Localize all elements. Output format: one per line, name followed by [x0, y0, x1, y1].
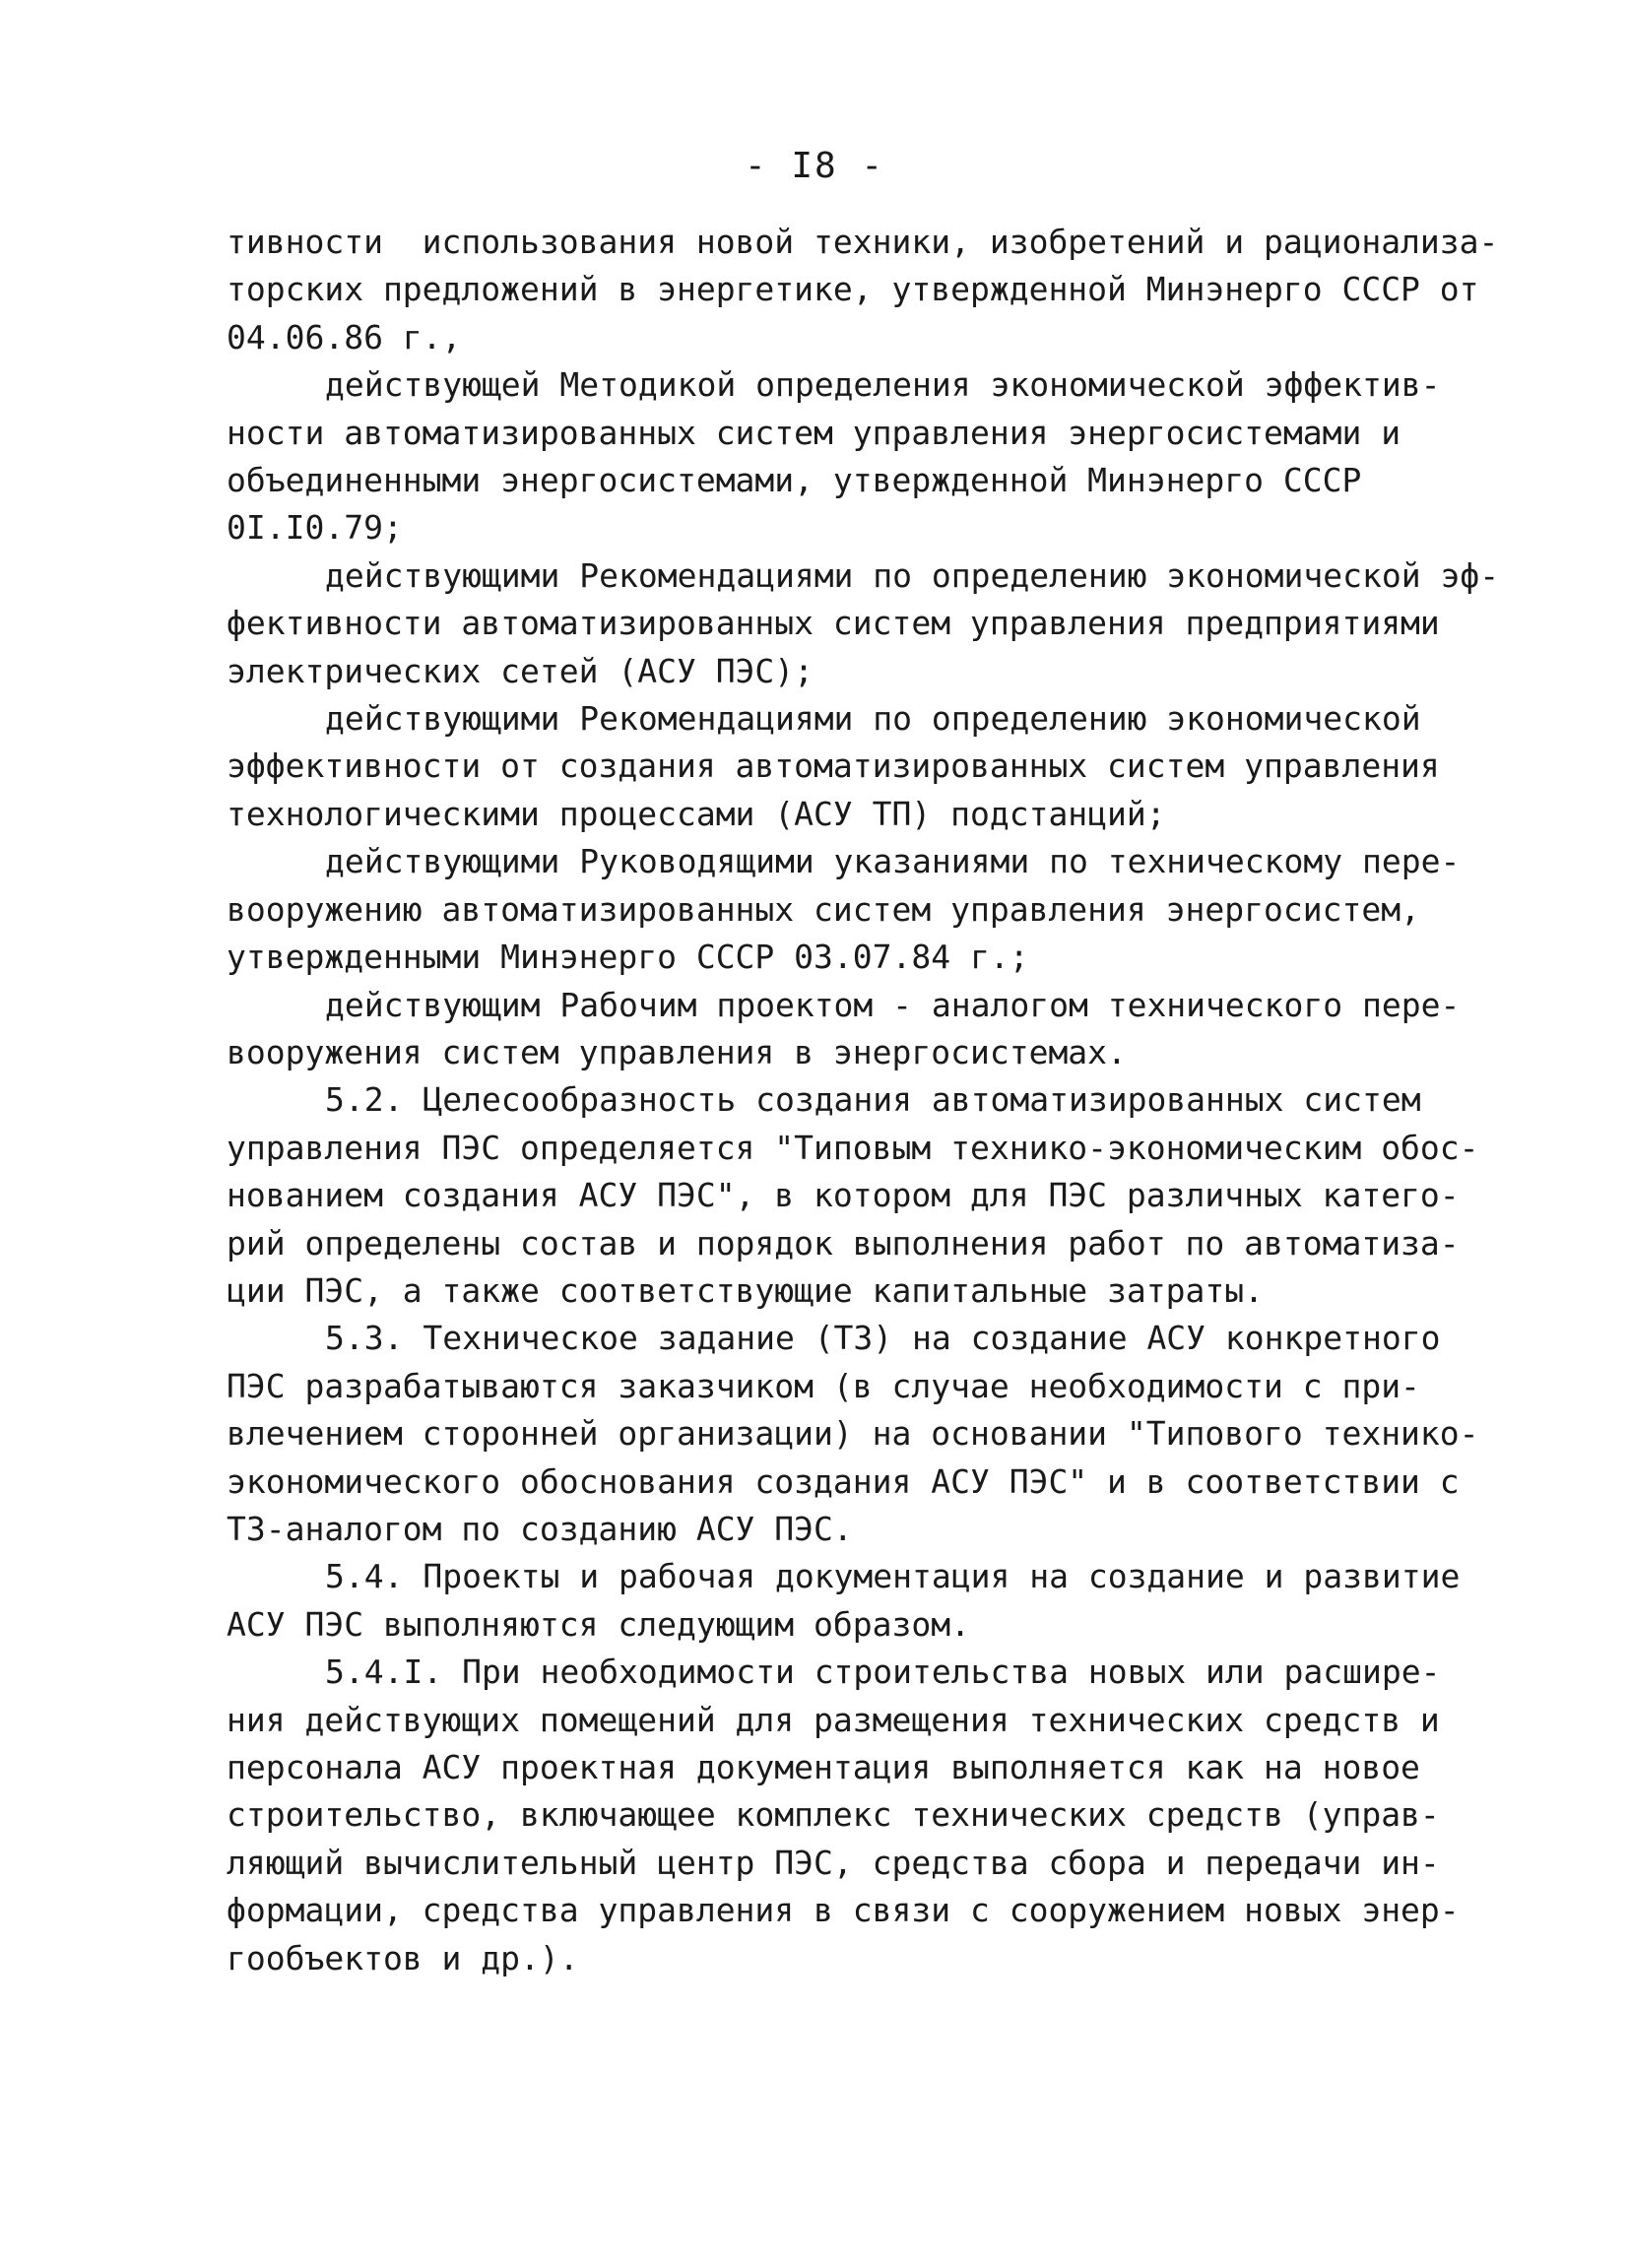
text-line: ляющий вычислительный центр ПЭС, средства сбора и передачи ин- [227, 1843, 1440, 1882]
text-line: действующим Рабочим проектом - аналогом технического пере- [325, 985, 1461, 1024]
text-line: АСУ ПЭС выполняются следующим образом. [227, 1604, 970, 1644]
text-line: управления ПЭС определяется "Типовым технико-экономическим обос- [227, 1128, 1479, 1167]
body-text [227, 219, 1500, 1982]
text-line: действующими Рекомендациями по определению экономической [325, 699, 1421, 739]
text-line: 0I.I0.79; [227, 508, 403, 548]
text-line: ции ПЭС, а также соответствующие капитальные затраты. [227, 1270, 1264, 1310]
text-line: 5.2. Целесообразность создания автоматизированных систем [325, 1080, 1421, 1120]
text-line: ТЗ-аналогом по созданию АСУ ПЭС. [227, 1509, 853, 1548]
text-line: тивности использования новой техники, изобретений и рационализа- [227, 223, 1499, 261]
text-line: объединенными энергосистемами, утвержденной Минэнерго СССР [227, 461, 1362, 500]
text-line: действующей Методикой определения экономической эффектив- [325, 365, 1441, 405]
text-line: ния действующих помещений для размещения технических средств и [227, 1700, 1440, 1739]
text-line: 5.3. Техническое задание (ТЗ) на создание АСУ конкретного [325, 1319, 1441, 1358]
text-line: 04.06.86 г., [227, 317, 462, 356]
text-line: ности автоматизированных систем управления энергосистемами и [227, 413, 1401, 452]
text-line: технологическими процессами (АСУ ТП) подстанций; [227, 794, 1166, 833]
text-line: действующими Руководящими указаниями по техническому пере- [325, 842, 1461, 881]
text-line: вооружению автоматизированных систем управления энергосистем, [227, 889, 1420, 929]
text-line: утвержденными Минэнерго СССР 03.07.84 г.; [227, 938, 1029, 977]
text-line: 5.4. Проекты и рабочая документация на создание и развитие [325, 1557, 1461, 1596]
text-line: нованием создания АСУ ПЭС", в котором для ПЭС различных катего- [227, 1176, 1460, 1215]
text-line: экономического обоснования создания АСУ ПЭС" и в соответствии с [227, 1461, 1460, 1501]
text-line: фективности автоматизированных систем управления предприятиями [227, 604, 1440, 643]
text-line: персонала АСУ проектная документация выполняется как на новое [227, 1748, 1420, 1786]
text-line: вооружения систем управления в энергосистемах. [227, 1032, 1127, 1071]
text-line: эффективности от создания автоматизированных систем управления [227, 746, 1440, 786]
text-line: формации, средства управления в связи с сооружением новых энер- [227, 1891, 1460, 1930]
text-line: влечением сторонней организации) на основании "Типового технико- [227, 1414, 1479, 1454]
text-line: электрических сетей (АСУ ПЭС); [227, 651, 814, 690]
text-line: ПЭС разрабатываются заказчиком (в случае необходимости с при- [227, 1366, 1420, 1405]
text-line: гообъектов и др.). [227, 1938, 579, 1977]
text-line: рий определены состав и порядок выполнения работ по автоматиза- [227, 1223, 1460, 1263]
text-line: торских предложений в энергетике, утвержденной Минэнерго СССР от [227, 270, 1479, 309]
text-line: 5.4.I. При необходимости строительства новых или расшире- [325, 1652, 1441, 1692]
text-line: строительство, включающее комплекс технических средств (управ- [227, 1795, 1440, 1835]
page-number: - I8 - [744, 146, 885, 186]
text-line: действующими Рекомендациями по определению экономической эф- [325, 555, 1500, 595]
